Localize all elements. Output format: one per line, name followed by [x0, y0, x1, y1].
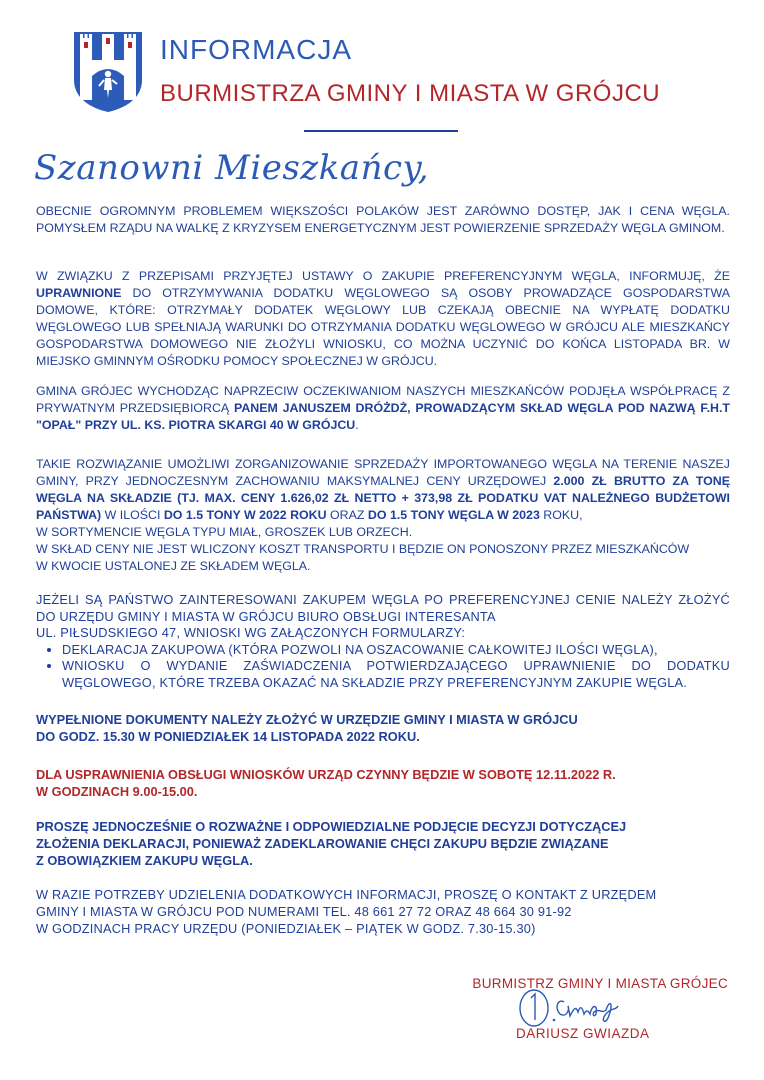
decision-notice: [36, 818, 730, 869]
deadline-line-1: WYPEŁNIONE DOKUMENTY NALEŻY ZŁOŻYĆ W URZĘDZIE GMINY I MIASTA W GRÓJCU: [36, 712, 578, 727]
coat-of-arms-icon: [68, 28, 148, 114]
forms-list: [36, 642, 730, 692]
paragraph-5: [36, 592, 730, 691]
contact-line-1: W RAZIE POTRZEBY UDZIELENIA DODATKOWYCH INFORMACJI, PROSZĘ O KONTAKT Z URZĘDEM: [36, 887, 657, 902]
deadline-line-2: DO GODZ. 15.30 W PONIEDZIAŁEK 14 LISTOPADA 2022 ROKU.: [36, 729, 420, 744]
contact-paragraph: [36, 886, 730, 937]
paragraph-3-c: .: [355, 418, 359, 432]
paragraph-4-line4: W KWOCIE USTALONEJ ZE SKŁADEM WĘGLA.: [36, 559, 311, 573]
contact-line-3: W GODZINACH PRACY URZĘDU (PONIEDZIAŁEK – PIĄTEK W GODZ. 7.30-15.30): [36, 921, 536, 936]
deadline-notice: [36, 711, 730, 745]
paragraph-2: [36, 268, 730, 370]
paragraph-4-main: [36, 456, 730, 524]
paragraph-3: [36, 383, 730, 434]
list-item: • WNIOSKU O WYDANIE ZAŚWIADCZENIA POTWIERDZAJĄCEGO UPRAWNIENIE DO DODATKU WĘGLOWEGO, KTÓRE TRZEBA OKAZAĆ NA SKŁADZIE PRZY PREFERENCYJNYM ZAKUPIE WĘGLA.: [62, 658, 730, 691]
decision-line-3: Z OBOWIĄZKIEM ZAKUPU WĘGLA.: [36, 853, 253, 868]
decision-line-1: PROSZĘ JEDNOCZEŚNIE O ROZWAŻNE I ODPOWIEDZIALNE PODJĘCIE DECYZJI DOTYCZĄCEJ: [36, 819, 627, 834]
signature-name: DARIUSZ GWIAZDA: [516, 1026, 650, 1041]
paragraph-4-d: DO 1.5 TONY W 2022 ROKU: [163, 508, 327, 522]
document-title: INFORMACJA: [160, 34, 352, 65]
saturday-line-2: W GODZINACH 9.00-15.00.: [36, 784, 198, 799]
list-item: • DEKLARACJA ZAKUPOWA (KTÓRA POZWOLI NA OSZACOWANIE CAŁKOWITEJ ILOŚCI WĘGLA),: [62, 642, 730, 659]
saturday-notice: [36, 766, 730, 800]
paragraph-4-line3: W SKŁAD CENY NIE JEST WLICZONY KOSZT TRANSPORTU I BĘDZIE ON PONOSZONY PRZEZ MIESZKAŃCÓW: [36, 542, 690, 556]
greeting: Szanowni Mieszkańcy,: [34, 148, 430, 188]
paragraph-4-a: TAKIE ROZWIĄZANIE UMOŻLIWI ZORGANIZOWANIE SPRZEDAŻY IMPORTOWANEGO WĘGLA NA TERENIE NASZEJ GMINY, PRZY JEDNOCZESNYM ZACHOWANIU MAKSYMALNEJ CENY URZĘDOWEJ: [36, 457, 730, 488]
paragraph-4-g: ROKU,: [543, 508, 583, 522]
document-subtitle: BURMISTRZA GMINY I MIASTA W GRÓJCU: [160, 80, 661, 107]
paragraph-2-b: UPRAWNIONE: [36, 286, 122, 300]
paragraph-3-b: PANEM JANUSZEM DRÓŻDŻ, PROWADZĄCYM SKŁAD WĘGLA POD NAZWĄ F.H.T "OPAŁ" PRZY UL. KS. PIOTRA SKARGI 40 W GRÓJCU: [36, 401, 731, 432]
paragraph-4-e: ORAZ: [330, 508, 365, 522]
saturday-line-1: DLA USPRAWNIENIA OBSŁUGI WNIOSKÓW URZĄD CZYNNY BĘDZIE W SOBOTĘ 12.11.2022 R.: [36, 767, 616, 782]
paragraph-2-a: W ZWIĄZKU Z PRZEPISAMI PRZYJĘTEJ USTAWY O ZAKUPIE PREFERENCYJNYM WĘGLA, INFORMUJĘ, ŻE: [36, 269, 730, 283]
contact-line-2: GMINY I MIASTA W GRÓJCU POD NUMERAMI TEL. 48 661 27 72 ORAZ 48 664 30 91-92: [36, 904, 572, 919]
paragraph-1: OBECNIE OGROMNYM PROBLEMEM WIĘKSZOŚCI POLAKÓW JEST ZARÓWNO DOSTĘP, JAK I CENA WĘGLA. POMYSŁEM RZĄDU NA WALKĘ Z KRYZYSEM ENERGETYCZNYM JEST POWIERZENIE SPRZEDAŻY WĘGLA GMINOM.: [36, 204, 730, 235]
paragraph-5-address: UL. PIŁSUDSKIEGO 47, WNIOSKI WG ZAŁĄCZONYCH FORMULARZY:: [36, 625, 466, 640]
paragraph-4-c: W ILOŚCI: [104, 508, 161, 522]
paragraph-4-f: DO 1.5 TONY WĘGLA W 2023: [367, 508, 540, 522]
paragraph-2-c: DO OTRZYMYWANIA DODATKU WĘGLOWEGO SĄ OSOBY PROWADZĄCE GOSPODARSTWA DOMOWE, KTÓRE: OTRZYMAŁY DODATEK WĘGLOWY LUB CZEKAJĄ OBECNIE NA WYPŁATĘ DODATKU WĘGLOWEGO LUB SPEŁNIAJĄ WARUNKI DO OTRZYMANIA DODATKU WĘGLOWEGO W GRÓJCU ALE MIESZKAŃCY GOSPODARSTWA DOMOWEGO NIE ZŁOŻYLI WNIOSKU, CO MOŻNA UCZYNIĆ DO KOŃCA LISTOPADA BR. W MIEJSKO GMINNYM OŚRODKU POMOCY SPOŁECZNEJ W GRÓJCU.: [36, 286, 730, 368]
signature-title: BURMISTRZ GMINY I MIASTA GRÓJEC: [472, 976, 728, 991]
decision-line-2: ZŁOŻENIA DEKLARACJI, PONIEWAŻ ZADEKLAROWANIE CHĘCI ZAKUPU BĘDZIE ZWIĄZANE: [36, 836, 609, 851]
paragraph-3-a: GMINA GRÓJEC WYCHODZĄC NAPRZECIW OCZEKIWANIOM NASZYCH MIESZKAŃCÓW PODJĘŁA WSPÓŁPRACĘ Z PRYWATNYM PRZEDSIĘBIORCĄ: [36, 384, 730, 415]
paragraph-4-line2: W SORTYMENCIE WĘGLA TYPU MIAŁ, GROSZEK LUB ORZECH.: [36, 525, 413, 539]
paragraph-5-intro: JEŻELI SĄ PAŃSTWO ZAINTERESOWANI ZAKUPEM WĘGLA PO PREFERENCYJNEJ CENIE NALEŻY ZŁOŻYĆ DO URZĘDU GMINY I MIASTA W GRÓJCU BIURO OBSŁUGI INTERESANTA: [36, 592, 730, 624]
paragraph-4: [36, 456, 730, 575]
header-divider: [304, 130, 458, 132]
paragraph-4-b: 2.000 ZŁ BRUTTO ZA TONĘ WĘGLA NA SKŁADZIE (TJ. MAX. CENY 1.626,02 ZŁ NETTO + 373,98 ZŁ PODATKU VAT NALEŻNEGO BUDŻETOWI PAŃSTWA): [36, 474, 730, 522]
